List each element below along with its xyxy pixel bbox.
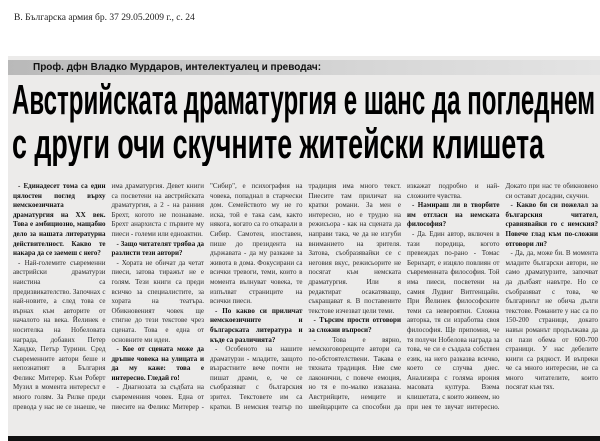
question-paragraph: - Единадесет тома са един цялостен поглед върху немскоезичната драматургия на ХХ век. Това е амбициозно, мащабно дело за нашата литературна действителност. Какво те накара да се заемеш с него? bbox=[13, 182, 106, 258]
answer-paragraph: - Особеното на нашите драматурзи - младите, защото възрастните вече почти не пишат драми, е, че се съобразяват с българския зрител. Текстовете им са кратки. В немския театър по традиция има много текст. Пиесите там приличат на кратки романи. За мен е интересно, но е трудно на режисьора - как на сцената да направи така, че да не изгуби вниманието на зрителя. Затова, съобразявайки се с неговия вкус, режисьорите не посягат към немската драматургия. Или я редактират осакатяващо, съкращават я. В поставените текстове изчезват цели теми. bbox=[210, 182, 401, 411]
article-body bbox=[13, 182, 598, 434]
headline-line-2: с други очи скучните житейски клишета bbox=[12, 120, 545, 166]
source-citation: В. Българска армия бр. 37 29.05.2009 г., с. 24 bbox=[14, 13, 195, 23]
question-paragraph: - Защо читателят трябва да разлисти тези автори? bbox=[111, 239, 204, 258]
question-paragraph: - Кое от сцената може да дръпне човека на улицата и да му каже: това е интересно. Гледай го! bbox=[111, 345, 204, 382]
question-paragraph: - По какво си приличат немскоезичните и българската литература и къде са различията? bbox=[210, 306, 303, 344]
bottom-rule bbox=[8, 436, 600, 441]
question-paragraph: - Какво би си пожелал за българския читател, сравнявайки го с немския? Повече глад към по-сложни отговори ли? bbox=[505, 201, 598, 248]
answer-paragraph: - Диагнозата за съдбата на съвременния човек. Една от пиесите на Феликс Митерер - "Сибир", е психография на човека, попаднал в старчески дом. Семейството му не го иска, той е така сам, както някога, когато са го откарали в Сибир. Самотен, изоставен, пише до президента на държавата - да му разкаже за живота в дома. Фокусирани са всички тревоги, теми, които в момента вълнуват човека, те изпълват страниците на всички пиеси. bbox=[111, 182, 303, 411]
answer-paragraph: - Това е вярно, немскоговорещите автори са по-обстоятелствени. Такава е тяхната традиция. Ние сме лаконични, с повече емоция, но тя е по-малко изказана. Австрийците, немците и швейцарците са способни да изкажат подробно и най-сложните чувства. bbox=[308, 182, 500, 411]
answer-paragraph: - Да, да, може би. В момента младите български автори, не само драматурзите, започват да дълбаят навътре. Но се съобразяват с това, че българинът не обича дълги текстове. Романите у нас са по 150-200 страници, докато навън романът продължава да си пази обема от 600-700 страници. У нас дебелите книги са рядкост. И въпреки че са много интересни, не са много читателите, които посягат към тях. bbox=[505, 249, 598, 392]
headline-line-1: Австрийската драматургия е шанс да погледнем bbox=[12, 76, 595, 123]
byline: Проф. дфн Владко Мурдаров, интелектуалец и преводач: bbox=[33, 62, 322, 73]
headline bbox=[12, 74, 597, 166]
answer-paragraph: - Най-големите съвременни австрийски драматурзи наистина са предизвикателство. Започнах с най-новите, а след това се върнах към авторите от началото на века. Йелинек е носителка на Нобеловата награда, добавих Петер Хандке, Петър Турини. Сред съвременните автори беше и непознатият в България Феликс Митерер. Към Роберт Музил в момента интересът е много голям. За Рилке преди превода у нас не се знаеше, че има драматургия. Девет книги са посветени на австрийската драматургия, а 2 - на ранния Брехт, когото не познаваме. Брехт анархиста с първите му пиеси - големи или едноактни. bbox=[13, 182, 204, 411]
question-paragraph: - Търсим прости отговори за сложни въпроси? bbox=[308, 316, 401, 334]
answer-paragraph: - Да. Един автор, включен в тази поредица, когото превеждах по-рано - Томас Бернхарт, е изцяло повлиян от съвременната философия. Той има пиеси, посветени на самия Лудвиг Витгенщайн. При Йелинек философските теми са невероятни. Сложна авторка, тя си изработва своя философия. Ще припомня, че тя получи Нобелова награда за това, че си е създала собствен език, на него разказва всичко, което се случва днес. Анализира с голяма ирония масовата култура. Взема клишетата, с които живеем, но при нея те звучат интересно. Докато при нас те обикновено си остават досадни, скучни. bbox=[407, 182, 598, 411]
answer-paragraph: - Хората не обичат да четат пиеси, затова тиражът не е голям. Тези книги са преди всичко за специалистите, за хората на театъра. Обикновеният човек ще стигне до тези текстове чрез сцената. Това е една от основните ми идеи. bbox=[111, 258, 204, 344]
question-paragraph: - Намираш ли в творбите им отгласи на немската философия? bbox=[407, 201, 500, 229]
